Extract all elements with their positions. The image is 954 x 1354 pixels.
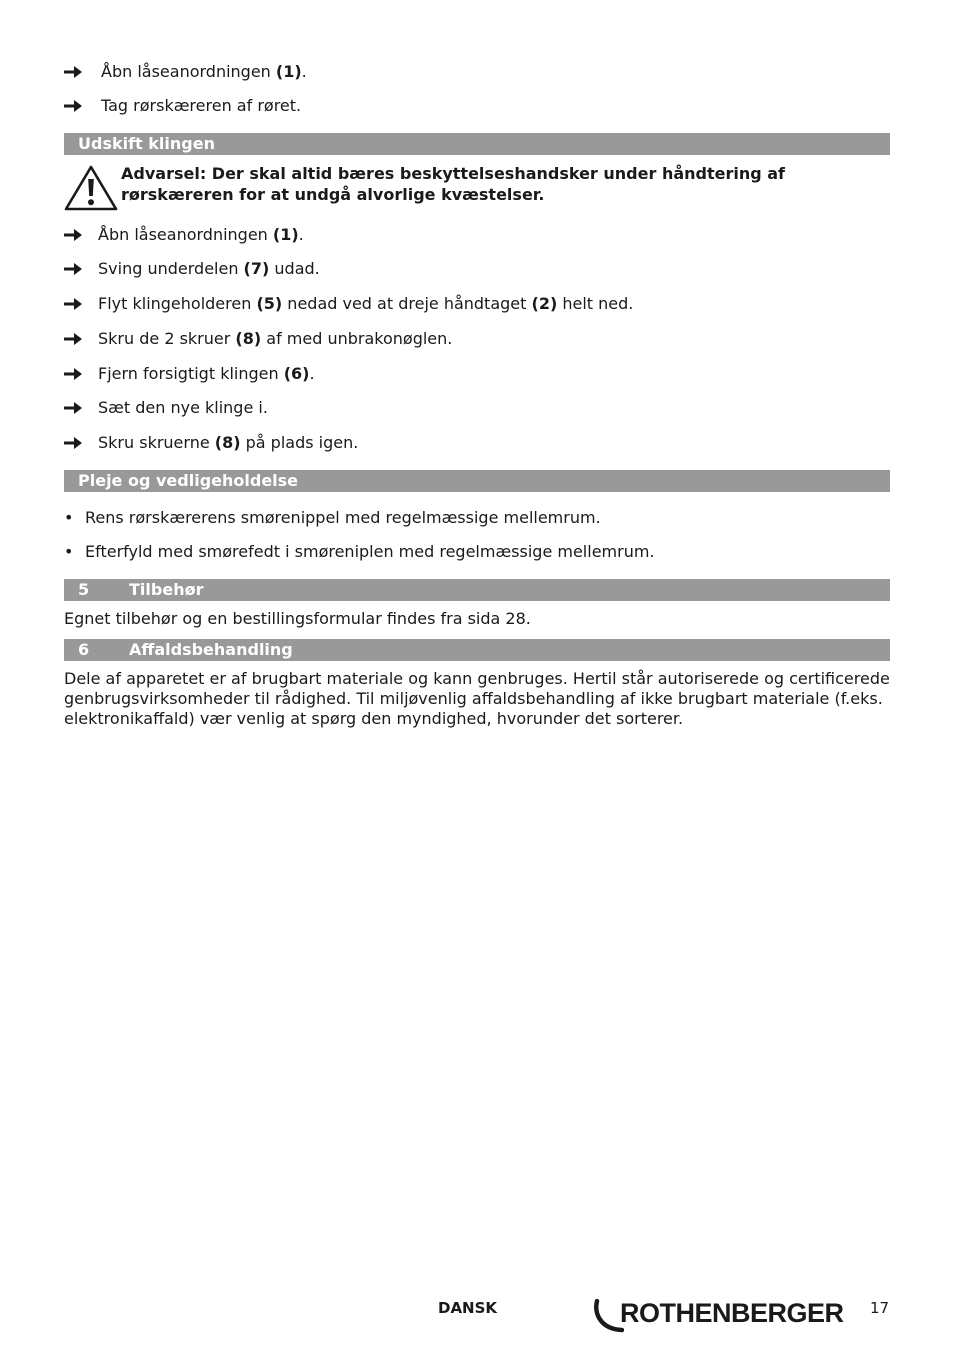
right-arrow-icon xyxy=(64,296,82,312)
accessories-text: Egnet tilbehør og en bestillingsformular findes fra sida 28. xyxy=(64,609,531,628)
bullet-dot: • xyxy=(64,542,74,561)
right-arrow-icon xyxy=(64,227,82,243)
section-header-care: Pleje og vedligeholdelse xyxy=(64,470,890,492)
section-header-blade: Udskift klingen xyxy=(64,133,890,155)
warning-triangle-icon xyxy=(64,165,118,211)
page-number: 17 xyxy=(870,1299,890,1317)
right-arrow-icon xyxy=(64,366,82,382)
section-header-disposal: 6 Affaldsbehandling xyxy=(64,639,890,661)
bullet-dot: • xyxy=(64,508,74,527)
brand-logo xyxy=(594,1297,844,1333)
footer-language: DANSK xyxy=(438,1299,498,1317)
right-arrow-icon xyxy=(64,64,82,80)
right-arrow-icon xyxy=(64,98,82,114)
warning-text: Advarsel: Der skal altid bæres beskyttelseshandsker under håndtering af rørskæreren for at undgå alvorlige kvæstelser. xyxy=(121,164,786,204)
section-header-accessories: 5 Tilbehør xyxy=(64,579,890,601)
right-arrow-icon xyxy=(64,261,82,277)
right-arrow-icon xyxy=(64,400,82,416)
right-arrow-icon xyxy=(64,435,82,451)
disposal-text: Dele af apparetet er af brugbart materiale og kann genbruges. Hertil står autoriserede og certificerede genbrugsvirksomheder til rådighed. Til miljøvenlig affaldsbehandling af ikke brugbart materiale (f.eks. elektronikaffald) vær venlig at spørg den myndighed, hvorunder det sorterer. xyxy=(64,669,890,728)
right-arrow-icon xyxy=(64,331,82,347)
brand-name: ROTHENBERGER xyxy=(620,1298,844,1328)
